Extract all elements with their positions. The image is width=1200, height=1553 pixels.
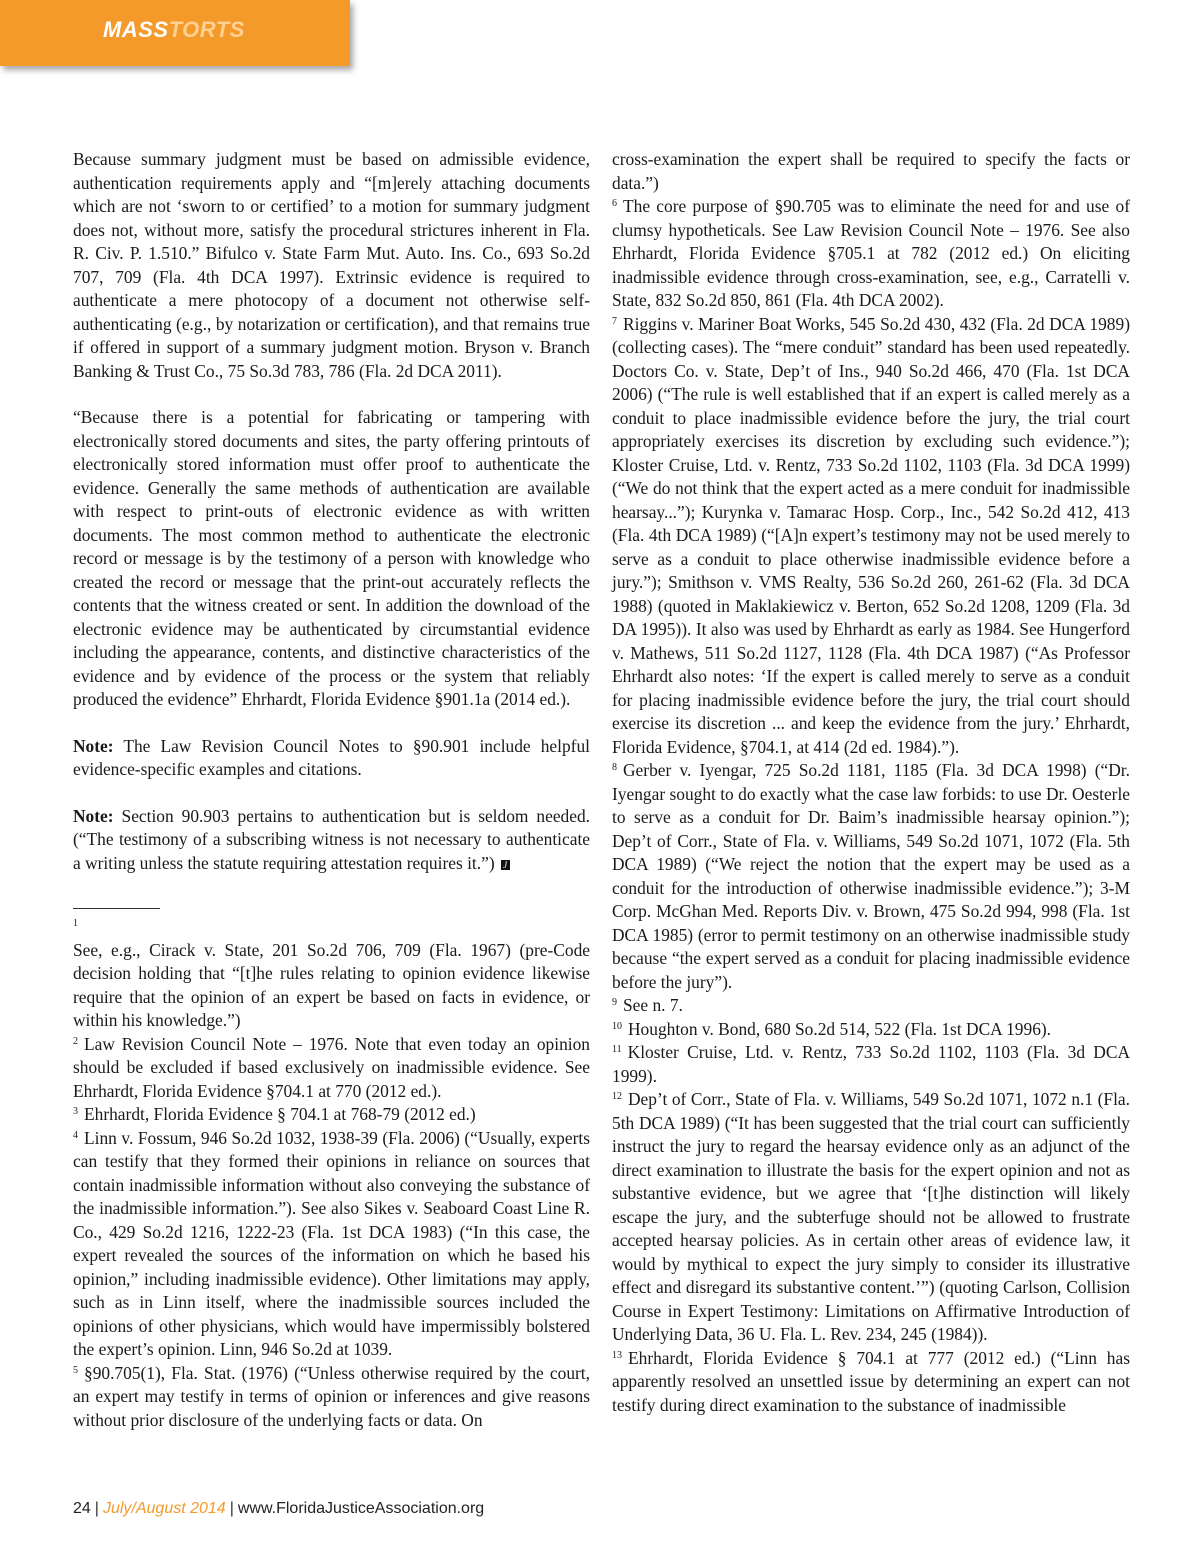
footnote: $^9$ See n. 7. (612, 995, 683, 1015)
page-footer: 24 | July/August 2014 | www.FloridaJusticeAssociation.org (73, 1500, 485, 1517)
footnote: $^7$ Riggins v. Mariner Boat Works, 545 So.2d 430, 432 (Fla. 2d DCA 1989) (collecting cases). The “mere conduit” standard has been used repeatedly. Doctors Co. v. State, Dep’t of Ins., 940 So.2d 466, 470 (Fla. 1st DCA 2006) (“The rule is well established that if an expert is called merely as a conduit to place inadmissible evidence before the jury, the trial court appropriately exercises its discretion by excluding such evidence.”); Kloster Cruise, Ltd. v. Rentz, 733 So.2d 1102, 1103 (Fla. 3d DCA 1999) (“We do not think that the expert acted as a mere conduit for inadmissible hearsay...”); Kurynka v. Tamarac Hosp. Corp., Inc., 542 So.2d 412, 413 (Fla. 4th DCA 1989) (“[A]n expert’s testimony may not be used merely to serve as a conduit to place otherwise inadmissible evidence before a jury.”); Smithson v. VMS Realty, 536 So.2d 260, 261-62 (Fla. 3d DCA 1988) (quoted in Maklakiewicz v. Berton, 652 So.2d 1208, 1209 (Fla. 3d DA 1995)). It also was used by Ehrhardt as early as 1984. See Hungerford v. Mathews, 511 So.2d 1127, 1128 (Fla. 4th DCA 1987) (“As Professor Ehrhardt also notes: ‘If the expert is called merely to serve as a conduit for placing inadmissible evidence before the jury, the trial court should exercise its discretion ... and keep the evidence from the jury.’ Ehrhardt, Florida Evidence, §704.1, at 414 (2d ed. 1984).”). (612, 313, 1130, 757)
note-section-90903: Note: Section 90.903 pertains to authentication but is seldom needed. (“The testimony of a subscribing witness is not necessary to authenticate a writing unless the statute requiring attestation requires it.”) J (73, 805, 590, 873)
footnote: $^{11}$ Kloster Cruise, Ltd. v. Rentz, 733 So.2d 1102, 1103 (Fla. 3d DCA 1999). (612, 1042, 1130, 1086)
footnote: $^{10}$ Houghton v. Bond, 680 So.2d 514, 522 (Fla. 1st DCA 1996). (612, 1018, 1052, 1039)
footnote: $^3$ Ehrhardt, Florida Evidence § 704.1 at 768-79 (2012 ed.) (73, 1104, 476, 1124)
footnote: $^1$ See, e.g., Cirack v. State, 201 So.2d 706, 709 (Fla. 1967) (pre-Code decision holding that “[t]he rules relating to opinion evidence likewise require that the opinion of an expert be based on facts in evidence, or within his knowledge.”) (73, 918, 590, 1030)
right-column (612, 148, 1130, 1417)
footnote: $^2$ Law Revision Council Note – 1976. Note that even today an opinion should be excluded if based exclusively on inadmissible evidence. See Ehrhardt, Florida Evidence §704.1 at 770 (2012 ed.). (73, 1033, 590, 1101)
footnote: $^6$ The core purpose of §90.705 was to eliminate the need for and use of clumsy hypotheticals. See Law Revision Council Note – 1976. See also Ehrhardt, Florida Evidence §705.1 at 782 (2012 ed.) On eliciting inadmissible evidence through cross-examination, see, e.g., Carratelli v. State, 832 So.2d 850, 861 (Fla. 4th DCA 2002). (612, 196, 1130, 310)
footnote: $^8$ Gerber v. Iyengar, 725 So.2d 1181, 1185 (Fla. 3d DCA 1998) (“Dr. Iyengar sought to do exactly what the case law forbids: to use Dr. Oesterle to serve as a conduit for Dr. Baim’s inadmissible hearsay opinion.”); Dep’t of Corr., State of Fla. v. Williams, 549 So.2d 1071, 1072 (Fla. 5th DCA 1989) (“We reject the notion that the expert may be used as a conduit for the introduction of otherwise inadmissible evidence.”); 3-M Corp. McGhan Med. Reports Div. v. Brown, 475 So.2d 994, 998 (Fla. 1st DCA 1985) (error to permit testimony on an otherwise inadmissible study because “the expert served as a conduit for placing inadmissible evidence before the jury”). (612, 760, 1130, 992)
footnote: $^4$ Linn v. Fossum, 946 So.2d 1032, 1938-39 (Fla. 2006) (“Usually, experts can testify that they formed their opinions in reliance on sources that contain inadmissible information without also conveying the substance of the inadmissible information.”). See also Sikes v. Seaboard Coast Line R. Co., 429 So.2d 1216, 1222-23 (Fla. 1st DCA 1983) (“In this case, the expert revealed the sources of the information on which he based his opinion,” including inadmissible evidence). Other limitations may apply, such as in Linn itself, where the inadmissible sources included the opinions of other physicians, which would have impermissibly bolstered the expert’s opinion. Linn, 946 So.2d at 1039. (73, 1127, 590, 1359)
left-column (73, 148, 590, 1432)
section-header-tab (0, 0, 350, 66)
paragraph-electronic-evidence: “Because there is a potential for fabricating or tampering with electronically stored documents and sites, the party offering printouts of electronically stored information must offer proof to authenticate the evidence. Generally the same methods of authentication are available with respect to print-outs of electronic evidence as with written documents. The most common method to authenticate the electronic record or message is by the testimony of a person with knowledge who created the record or message that the print-out accurately reflects the contents that the witness created or sent. In addition the download of the electronic evidence may be authenticated by circumstantial evidence including the appearance, contents, and distinctive characteristics of the evidence and by evidence of the process or the system that reliably produced the evidence” Ehrhardt, Florida Evidence §901.1a (2014 ed.). (73, 407, 590, 709)
footnote: $^{13}$ Ehrhardt, Florida Evidence § 704.1 at 777 (2012 ed.) (“Linn has apparently resolved an unsettled issue by determining an expert can not testify during direct examination to the substance of inadmissible (612, 1347, 1130, 1415)
footnote: $^{12}$ Dep’t of Corr., State of Fla. v. Williams, 549 So.2d 1071, 1072 n.1 (Fla. 5th DCA 1989) (“It has been suggested that the trial court can sufficiently instruct the jury to regard the hearsay evidence only as an adjunct of the direct examination to illustrate the basis for the expert opinion and not as substantive evidence, but we agree that ‘[t]he distinction will likely escape the jury, and the subterfuge should not be allowed to frustrate accepted hearsay policies. As in certain other areas of evidence law, it would by mythical to expect the jury simply to consider its illustrative effect and disregard its substantive content.’”) (quoting Carlson, Collision Course in Expert Testimony: Limitations on Affirmative Introduction of Underlying Data, 36 U. Fla. L. Rev. 234, 245 (1984)). (612, 1089, 1130, 1344)
page-number: 24 (73, 1500, 91, 1517)
end-mark-icon: J (501, 860, 510, 870)
footnote: $^5$ §90.705(1), Fla. Stat. (1976) (“Unless otherwise required by the court, an expert may testify in terms of opinion or inferences and give reasons without prior disclosure of the underlying facts or data. On (73, 1362, 590, 1430)
issue-date: July/August 2014 (102, 1500, 226, 1517)
footnote-divider (73, 908, 160, 915)
note-law-revision: Note: The Law Revision Council Notes to §90.901 include helpful evidence-specific examples and citations. (73, 735, 590, 779)
footnote-continuation: cross-examination the expert shall be required to specify the facts or data.”) (612, 149, 1130, 193)
website-link[interactable]: www.FloridaJusticeAssociation.org (237, 1500, 485, 1517)
paragraph-summary-judgment: Because summary judgment must be based on admissible evidence, authentication requirements apply and “[m]erely attaching documents which are not ‘sworn to or certified’ to a motion for summary judgment does not, without more, satisfy the procedural strictures inherent in Fla. R. Civ. P. 1.510.” Bifulco v. State Farm Mut. Auto. Ins. Co., 693 So.2d 707, 709 (Fla. 4th DCA 1997). Extrinsic evidence is required to authenticate a mere photocopy of a document not otherwise self-authenticating (e.g., by notarization or certification), and that remains true if offered in support of a summary judgment motion. Bryson v. Branch Banking & Trust Co., 75 So.3d 783, 786 (Fla. 2d DCA 2011). (73, 149, 590, 381)
section-title: MASSTORTS (103, 17, 245, 42)
